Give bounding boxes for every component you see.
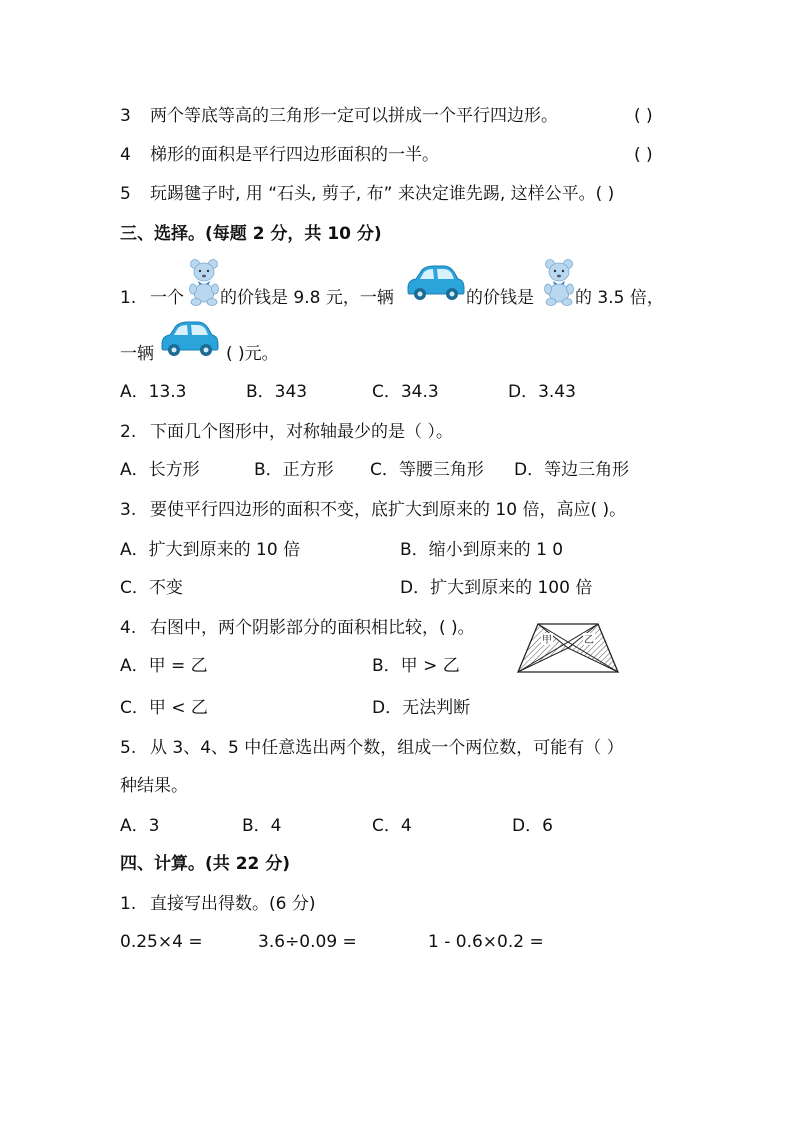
option-d[interactable]: D．无法判断 [372, 698, 471, 718]
calc-question-1-number: 1. [120, 894, 137, 914]
option-d[interactable]: D．6 [512, 816, 553, 836]
option-d[interactable]: D．扩大到原来的 100 倍 [400, 578, 593, 598]
question-1-text-b: 的价钱是 9.8 元，一辆 [220, 288, 394, 308]
option-a[interactable]: A．长方形 [120, 460, 200, 480]
toy-car-icon [404, 264, 466, 302]
question-2-text: 下面几个图形中，对称轴最少的是（ ）。 [150, 422, 453, 442]
option-b[interactable]: B．4 [242, 816, 282, 836]
option-c[interactable]: C．不变 [120, 578, 183, 598]
expression-3: 1 - 0.6×0.2 = [428, 932, 544, 952]
question-4-number: 4. [120, 618, 137, 638]
judge-item-text: 玩踢毽子时, 用 “石头, 剪子, 布” 来决定谁先踢, 这样公平。( ) [150, 184, 615, 204]
question-2-number: 2. [120, 422, 137, 442]
question-1-text-a: 一个 [150, 288, 184, 308]
section-title-choice: 三、选择。(每题 2 分，共 10 分) [120, 224, 382, 244]
option-b[interactable]: B．正方形 [254, 460, 334, 480]
option-c[interactable]: C．等腰三角形 [370, 460, 484, 480]
option-a[interactable]: A．扩大到原来的 10 倍 [120, 540, 301, 560]
option-b[interactable]: B．缩小到原来的 1 0 [400, 540, 564, 560]
judge-item-3: 3 两个等底等高的三角形一定可以拼成一个平行四边形。 [120, 106, 558, 126]
option-a[interactable]: A．甲 = 乙 [120, 656, 208, 676]
option-a[interactable]: A．3 [120, 816, 160, 836]
question-1-text-d: 的 3.5 倍， [575, 288, 664, 308]
option-c[interactable]: C．4 [372, 816, 412, 836]
teddy-bear-icon [186, 258, 222, 306]
answer-blank[interactable]: ( ) [634, 106, 653, 126]
option-b[interactable]: B．甲 > 乙 [372, 656, 460, 676]
question-3-number: 3. [120, 500, 137, 520]
label-yi: 乙 [584, 635, 594, 646]
judge-item-4: 4 梯形的面积是平行四边形面积的一半。 [120, 145, 439, 165]
judge-item-text: 两个等底等高的三角形一定可以拼成一个平行四边形。 [150, 106, 558, 126]
question-1-number: 1. [120, 288, 137, 308]
question-1-text-e: 一辆 [120, 344, 154, 364]
question-5-text-2: 种结果。 [120, 776, 188, 796]
option-d[interactable]: D．3.43 [508, 382, 576, 402]
question-5-number: 5. [120, 738, 137, 758]
option-c[interactable]: C．甲 < 乙 [120, 698, 208, 718]
question-5-text: 从 3、4、5 中任意选出两个数，组成一个两位数，可能有（ ） [150, 738, 624, 758]
expression-1: 0.25×4 = [120, 932, 203, 952]
question-1-text-f: ( )元。 [226, 344, 279, 364]
toy-car-icon [158, 320, 220, 358]
option-d[interactable]: D．等边三角形 [514, 460, 630, 480]
option-c[interactable]: C．34.3 [372, 382, 439, 402]
question-1-text-c: 的价钱是 [466, 288, 534, 308]
judge-item-5: 5 玩踢毽子时, 用 “石头, 剪子, 布” 来决定谁先踢, 这样公平。( ) [120, 184, 615, 204]
section-title-calculation: 四、计算。(共 22 分) [120, 854, 291, 874]
answer-blank[interactable]: ( ) [634, 145, 653, 165]
label-jia: 甲 [542, 635, 552, 646]
option-a[interactable]: A．13.3 [120, 382, 187, 402]
teddy-bear-icon [541, 258, 577, 306]
trapezoid-figure [516, 622, 620, 674]
judge-item-text: 梯形的面积是平行四边形面积的一半。 [150, 145, 439, 165]
calc-question-1-text: 直接写出得数。(6 分) [150, 894, 316, 914]
question-4-text: 右图中，两个阴影部分的面积相比较，( )。 [150, 618, 475, 638]
option-b[interactable]: B．343 [246, 382, 308, 402]
question-3-text: 要使平行四边形的面积不变，底扩大到原来的 10 倍，高应( )。 [150, 500, 627, 520]
expression-2: 3.6÷0.09 = [258, 932, 357, 952]
